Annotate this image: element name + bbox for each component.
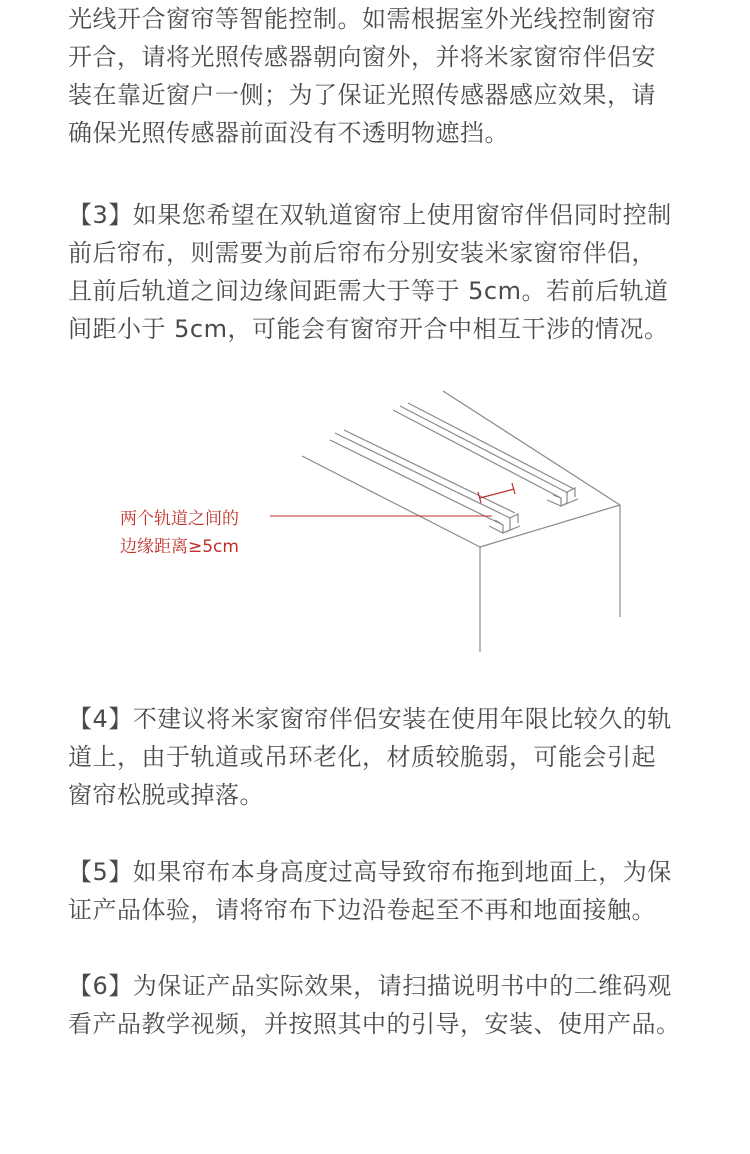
back-track-rail-lower <box>393 410 561 498</box>
spacing-tick-right <box>512 483 515 494</box>
spacing-dimension-line <box>480 489 514 498</box>
callout-label-line-1: 两个轨道之间的 <box>120 509 239 529</box>
paragraph-6-video-guide <box>68 967 688 1043</box>
text-line: 确保光照传感器前面没有不透明物遮挡。 <box>68 119 509 147</box>
text-line: 【5】如果帘布本身高度过高导致帘布拖到地面上，为保 <box>68 858 672 886</box>
front-track-rail-lower <box>330 440 503 525</box>
text-line: 窗帘松脱或掉落。 <box>68 781 264 809</box>
box-front-top-edge <box>480 505 620 547</box>
text-line: 光线开合窗帘等智能控制。如需根据室外光线控制窗帘 <box>68 5 656 33</box>
front-track-end-lip <box>489 526 520 533</box>
box-top-right-edge <box>443 391 620 505</box>
text-line: 看产品教学视频，并按照其中的引导，安装、使用产品。 <box>68 1010 681 1038</box>
front-track-rail-inner <box>344 430 515 513</box>
text-line: 前后帘布，则需要为前后帘布分别安装米家窗帘伴侣， <box>68 239 656 267</box>
back-track-end-lip <box>547 499 578 506</box>
text-line: 且前后轨道之间边缘间距需大于等于 5cm。若前后轨道 <box>68 277 669 305</box>
text-line: 装在靠近窗户一侧；为了保证光照传感器感应效果，请 <box>68 81 656 109</box>
callout-label-line-2: 边缘距离≥5cm <box>120 537 239 557</box>
text-line: 道上，由于轨道或吊环老化，材质较脆弱，可能会引起 <box>68 743 656 771</box>
back-track-rail-upper <box>400 406 568 493</box>
text-line: 间距小于 5cm，可能会有窗帘开合中相互干涉的情况。 <box>68 315 669 343</box>
paragraph-light-sensor <box>68 0 688 152</box>
double-track-diagram <box>0 380 750 670</box>
paragraph-5-curtain-height <box>68 853 688 929</box>
text-line: 【6】为保证产品实际效果，请扫描说明书中的二维码观 <box>68 972 672 1000</box>
paragraph-3-double-track <box>68 196 688 348</box>
paragraph-4-old-track <box>68 700 688 814</box>
front-track-rail-upper <box>335 433 510 518</box>
text-line: 开合，请将光照传感器朝向窗外，并将米家窗帘伴侣安 <box>68 43 656 71</box>
text-line: 证产品体验，请将帘布下边沿卷起至不再和地面接触。 <box>68 896 656 924</box>
text-line: 【3】如果您希望在双轨道窗帘上使用窗帘伴侣同时控制 <box>68 201 672 229</box>
back-track-rail-inner <box>408 403 574 489</box>
text-line: 【4】不建议将米家窗帘伴侣安装在使用年限比较久的轨 <box>68 705 672 733</box>
